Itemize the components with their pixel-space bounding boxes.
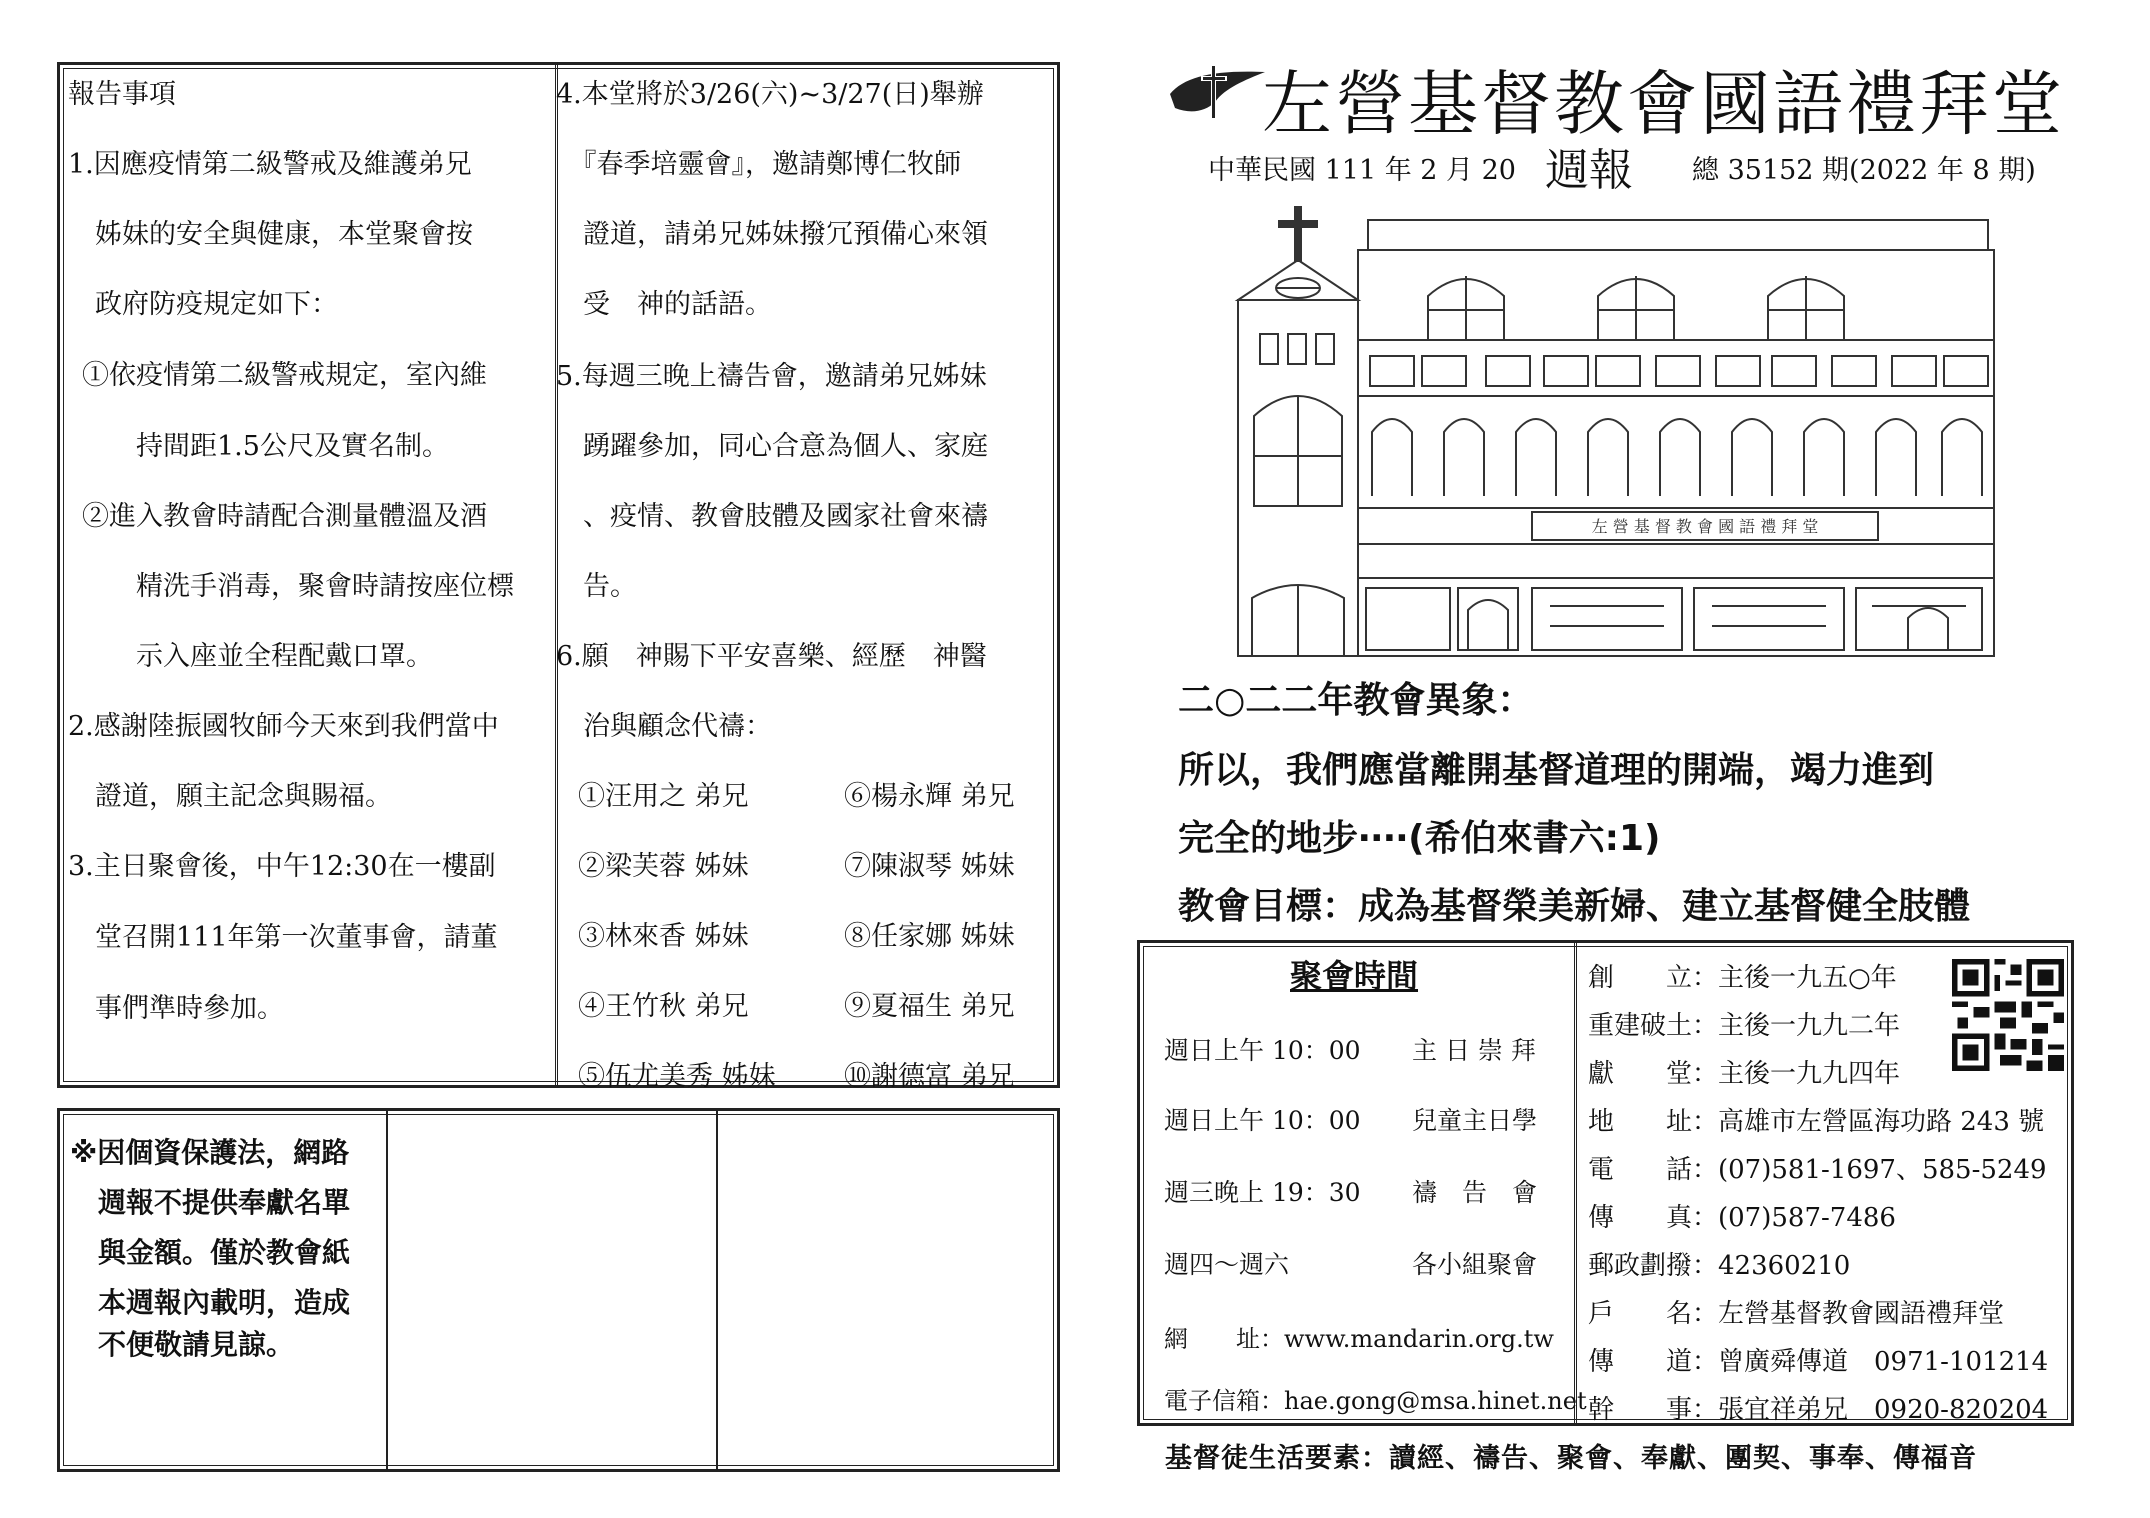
service-name: 各小組聚會 bbox=[1412, 1250, 1538, 1279]
info-preacher: 傳 道：曾廣舜傳道 0971-101214 bbox=[1588, 1347, 2049, 1377]
announcement-line: ①依疫情第二級警戒規定，室內維 bbox=[82, 360, 487, 391]
service-time: 週四～週六 bbox=[1164, 1250, 1290, 1279]
info-account-name: 戶 名：左營基督教會國語禮拜堂 bbox=[1588, 1299, 2005, 1329]
service-name: 主 日 崇 拜 bbox=[1412, 1036, 1536, 1065]
announcement-line: 事們準時參加。 bbox=[68, 993, 284, 1024]
prayer-name: ④王竹秋 弟兄 bbox=[578, 991, 749, 1022]
prayer-name: ⑦陳淑琴 姊妹 bbox=[844, 851, 1015, 882]
service-time: 週日上午 10：00 bbox=[1164, 1036, 1361, 1065]
info-founded: 創 立：主後一九五○年 bbox=[1588, 963, 1897, 993]
vision-title: 二○二二年教會異象： bbox=[1178, 680, 1534, 721]
info-rebuild: 重建破土：主後一九九二年 bbox=[1588, 1011, 1901, 1041]
service-name: 禱 告 會 bbox=[1412, 1178, 1538, 1207]
privacy-note bbox=[70, 1131, 390, 1365]
prayer-name: ⑩謝德富 弟兄 bbox=[844, 1061, 1015, 1092]
announcement-line: 證道，請弟兄姊妹撥冗預備心來領 bbox=[556, 219, 988, 250]
announcements-box bbox=[57, 62, 1060, 1092]
service-time: 週日上午 10：00 bbox=[1164, 1106, 1361, 1135]
announcement-line: 6.願 神賜下平安喜樂、經歷 神醫 bbox=[556, 641, 987, 672]
announcement-line: 1.因應疫情第二級警戒及維護弟兄 bbox=[68, 149, 472, 180]
privacy-note-line: 本週報內載明，造成 bbox=[70, 1286, 351, 1319]
info-dedication: 獻 堂：主後一九九四年 bbox=[1588, 1059, 1901, 1089]
announcement-line: ②進入教會時請配合測量體溫及酒 bbox=[82, 501, 487, 532]
announcement-line: 堂召開111年第一次董事會，請董 bbox=[68, 922, 498, 953]
info-address: 地 址：高雄市左營區海功路 243 號 bbox=[1588, 1107, 2045, 1137]
service-name: 兒童主日學 bbox=[1412, 1106, 1538, 1135]
vision-verse-line: 完全的地步‧‧‧‧(希伯來書六:1) bbox=[1178, 818, 1661, 859]
announcement-line: 5.每週三晚上禱告會，邀請弟兄姊妹 bbox=[556, 361, 987, 392]
announcement-line: 3.主日聚會後，中午12:30在一樓副 bbox=[68, 851, 496, 882]
service-times-header: 聚會時間 bbox=[1290, 957, 1419, 995]
column-divider bbox=[716, 1111, 718, 1469]
christian-life-essentials: 基督徒生活要素：讀經、禱告、聚會、奉獻、團契、事奉、傳福音 bbox=[1165, 1443, 1977, 1474]
info-fax: 傳 真：(07)587-7486 bbox=[1588, 1203, 1896, 1233]
prayer-name: ⑨夏福生 弟兄 bbox=[844, 991, 1015, 1022]
service-time: 週三晚上 19：30 bbox=[1164, 1178, 1361, 1207]
announcement-line: 2.感謝陸振國牧師今天來到我們當中 bbox=[68, 711, 499, 742]
issue-number: 總 35152 期(2022 年 8 期) bbox=[1692, 155, 2036, 186]
prayer-name: ②梁芙蓉 姊妹 bbox=[578, 851, 749, 882]
announcement-line: 告。 bbox=[556, 571, 637, 602]
announcements-heading: 報告事項 bbox=[68, 79, 176, 110]
announcement-line: 姊妹的安全與健康，本堂聚會按 bbox=[68, 219, 473, 250]
prayer-name: ⑧任家娜 姊妹 bbox=[844, 921, 1015, 952]
prayer-name: ⑤伍尤美秀 姊妹 bbox=[578, 1061, 776, 1092]
info-secretary: 幹 事：張宜祥弟兄 0920-820204 bbox=[1588, 1395, 2049, 1425]
bulletin-date: 中華民國 111 年 2 月 20 bbox=[1208, 155, 1516, 186]
info-phone: 電 話：(07)581-1697、585-5249 bbox=[1588, 1155, 2047, 1185]
privacy-note-line: 不便敬請見諒。 bbox=[70, 1328, 295, 1361]
info-box bbox=[1137, 940, 2074, 1426]
email: 電子信箱：hae.gong@msa.hinet.net bbox=[1164, 1387, 1587, 1415]
privacy-note-line: 週報不提供奉獻名單 bbox=[70, 1186, 351, 1219]
column-divider bbox=[1574, 943, 1577, 1423]
announcement-line: 、疫情、教會肢體及國家社會來禱 bbox=[556, 501, 988, 532]
announcement-line: 4.本堂將於3/26(六)~3/27(日)舉辦 bbox=[556, 79, 984, 110]
announcement-line: 受 神的話語。 bbox=[556, 289, 772, 320]
church-title: 左營基督教會國語禮拜堂 bbox=[1262, 63, 2065, 145]
privacy-note-line: 與金額。僅於教會紙 bbox=[70, 1236, 351, 1269]
announcement-line: 示入座並全程配戴口罩。 bbox=[82, 641, 433, 672]
building-sign: 左 營 基 督 教 會 國 語 禮 拜 堂 bbox=[1591, 517, 1819, 536]
vision-verse-line: 所以，我們應當離開基督道理的開端，竭力進到 bbox=[1178, 750, 1935, 791]
announcement-line: 精洗手消毒，聚會時請按座位標 bbox=[82, 571, 514, 602]
prayer-name: ①汪用之 弟兄 bbox=[578, 781, 749, 812]
announcement-line: 證道，願主記念與賜福。 bbox=[68, 781, 392, 812]
announcement-line: 踴躍參加，同心合意為個人、家庭 bbox=[556, 431, 988, 462]
announcement-line: 政府防疫規定如下： bbox=[68, 289, 338, 320]
weekly-label: 週報 bbox=[1545, 145, 1633, 196]
qr-code-icon bbox=[1952, 959, 2064, 1071]
announcement-line: 持間距1.5公尺及實名制。 bbox=[82, 431, 449, 462]
info-postal-account: 郵政劃撥：42360210 bbox=[1588, 1251, 1851, 1281]
prayer-name: ⑥楊永輝 弟兄 bbox=[844, 781, 1015, 812]
announcement-line: 治與顧念代禱： bbox=[556, 711, 772, 742]
church-building-illustration bbox=[1232, 206, 1998, 658]
church-logo-icon bbox=[1165, 62, 1270, 122]
privacy-note-line: ※因個資保護法，網路 bbox=[70, 1136, 350, 1169]
announcement-line: 『春季培靈會』，邀請鄭博仁牧師 bbox=[556, 149, 961, 180]
website: 網 址：www.mandarin.org.tw bbox=[1164, 1325, 1554, 1353]
church-goal: 教會目標：成為基督榮美新婦、建立基督健全肢體 bbox=[1178, 886, 1971, 927]
offering-box bbox=[57, 1108, 1060, 1472]
prayer-name: ③林來香 姊妹 bbox=[578, 921, 749, 952]
